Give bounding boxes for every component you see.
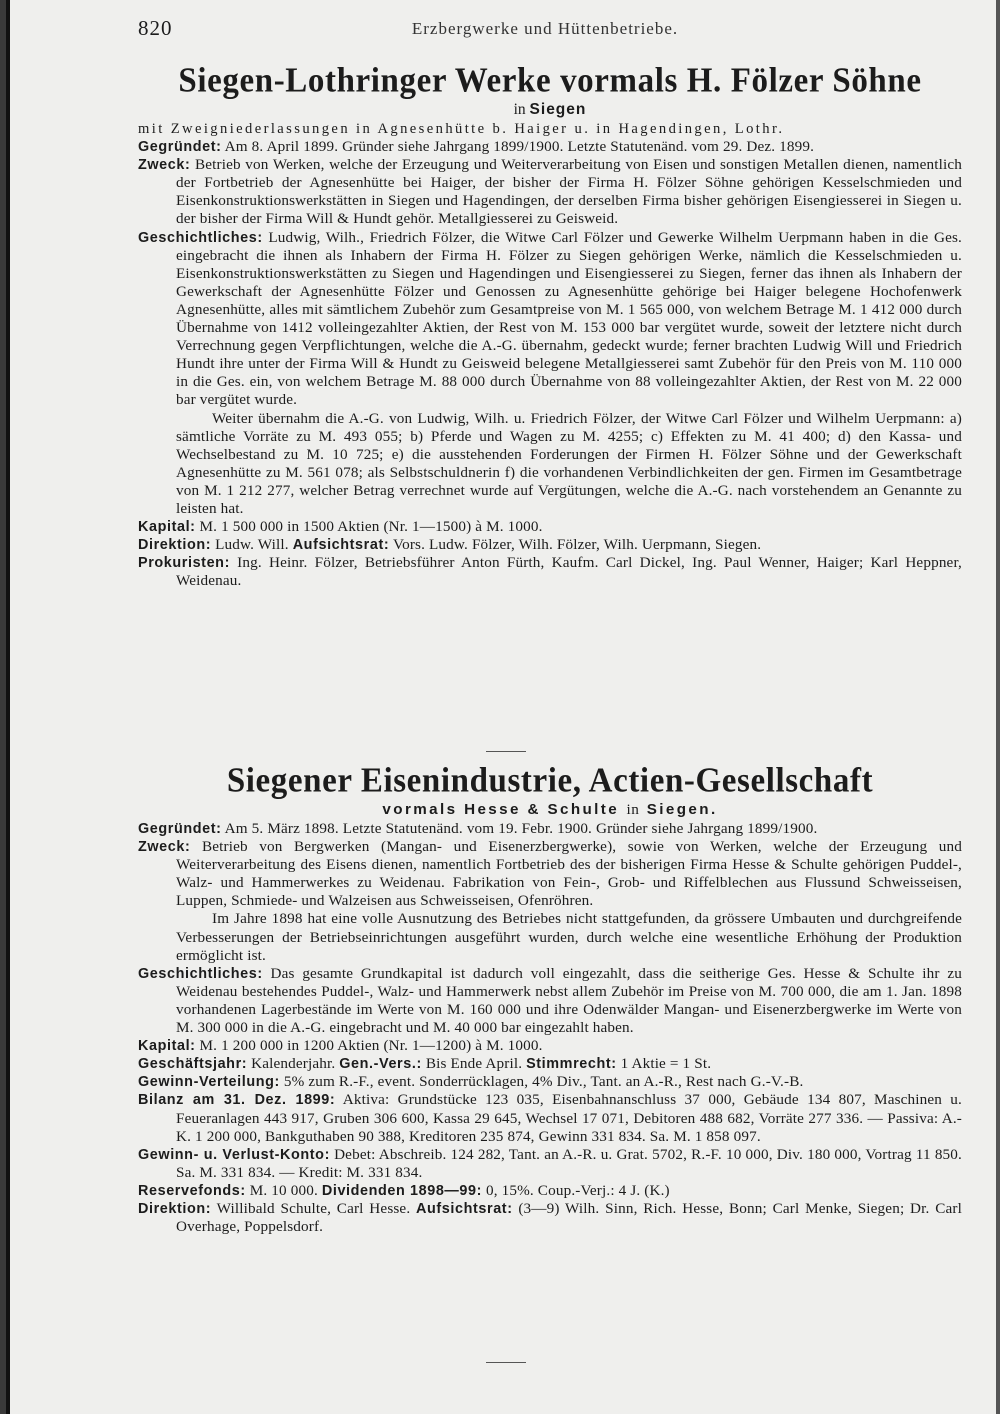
geschichtliches-label: Geschichtliches: xyxy=(138,965,263,982)
company-1-geschichtliches-2: Weiter übernahm die A.-G. von Ludwig, Wilh. u. Friedrich Fölzer, der Witwe Carl Fölzer und Wilhelm Uerpmann: a) sämtliche Vorräte zu M. 493 055; b) Pferde und Wagen zu M. 4255; c) Effekten zu M. 41 400; d) den Kassa- und Wechselbestand zu M. 10 725; e) die ausstehenden Forderungen der Firmen H. Fölzer Söhne und der Gewerkschaft Agnesenhütte zu M. 561 078; als Selbstschuldnerin f) die vorhandenen Verbindlichkeiten der gen. Firmen im Gesamtbetrage von M. 1 212 277, welcher Betrag verrechnet wurde auf Vergütungen, welche die A.-G. nach vorstehendem an Genannte zu leisten hat. xyxy=(176,409,962,517)
gegruendet-label: Gegründet: xyxy=(138,821,222,837)
direktion-label: Direktion: xyxy=(138,1200,212,1217)
company-2-city: Siegen. xyxy=(646,801,718,818)
running-header xyxy=(138,16,952,42)
aufsichtsrat-label: Aufsichtsrat: xyxy=(292,537,390,554)
zweck-text: Betrieb von Werken, welche der Erzeugung und Weiterverarbeitung von Eisen und sonstigen Metallen dienen, namentlich der Fortbetrieb der Agnesenhütte bei Haiger, der bisher der Firma H. Fölzer Söhne gehörigen Kesselschmieden und Eisenkonstruktionswerkstätten in Siegen und Hagendingen, der derselben Firma bisher gehörigen Eisengiesserei in Siegen u. der bisher der Firma Will & Hundt gehör. Metallgiesserei zu Geisweid. xyxy=(176,156,962,228)
geschichtliches-text: Das gesamte Grundkapital ist dadurch voll eingezahlt, dass die seitherige Ges. Hesse & Schulte ihr zu Weidenau bestehendes Puddel-, Walz- und Hammerwerk nebst allem Zubehör im Preise von M. 700 000, die am 1. Jan. 1898 vorhandenen Lagerbestände im Werte von M. 160 000 und ihre Odenwälder Mangan- und Eisenerzbergwerke im Werte von M. 300 000 in die A.-G. eingebracht und M. 40 000 bar eingezahlt haben. xyxy=(176,964,962,1037)
gegruendet-label: Gegründet: xyxy=(138,139,222,156)
company-2-vormals-line xyxy=(138,800,962,820)
kapital-label: Kapital: xyxy=(138,519,196,536)
company-2-geschichtliches xyxy=(138,965,962,1037)
bottom-divider xyxy=(486,1362,526,1363)
company-1-location-prefix: in xyxy=(513,101,526,118)
genvers-text: Bis Ende April. xyxy=(425,1055,523,1073)
geschaeftsjahr-text: Kalenderjahr. xyxy=(251,1055,336,1073)
company-2-guv xyxy=(138,1146,962,1182)
company-1-gegruendet xyxy=(138,138,962,156)
company-2-location-prefix: in xyxy=(626,801,640,818)
company-2-geschaeftsjahr xyxy=(138,1055,962,1073)
company-2-zweck xyxy=(138,838,962,910)
aufsichtsrat-text: Vors. Ludw. Fölzer, Wilh. Fölzer, Wilh. Uerpmann, Siegen. xyxy=(392,536,762,554)
stimmrecht-label: Stimmrecht: xyxy=(526,1056,617,1073)
reservefonds-label: Reservefonds: xyxy=(138,1182,246,1199)
bilanz-label: Bilanz am 31. Dez. 1899: xyxy=(138,1092,336,1109)
company-1-city: Siegen xyxy=(529,101,587,118)
company-1-entry xyxy=(138,62,962,590)
dividenden-text: 0, 15%. Coup.-Verj.: 4 J. (K.) xyxy=(485,1181,670,1199)
geschichtliches-label: Geschichtliches: xyxy=(138,229,263,246)
guv-label: Gewinn- u. Verlust-Konto: xyxy=(138,1146,330,1163)
geschichtliches-text: Ludwig, Wilh., Friedrich Fölzer, die Witwe Carl Fölzer und Gewerke Wilhelm Uerpmann haben in die Ges. eingebracht die ihnen als Inhabern der Firma H. Fölzer zu Siegen gehörigen Werke, nämlich die Kesselschmieden u. Eisenkonstruktionswerkstätten zu Siegen und Hagendingen und Eisengiesserei zu Siegen, ferner das ihnen als Inhabern der Gewerkschaft der Agnesenhütte Fölzer und Genossen zu Agnesenhütte gehörige bei Haiger belegene Hochofenwerk Agnesenhütte, alles mit sämtlichem Zubehör zum Gesamtpreise von M. 1 565 000, von welchem Betrage M. 1 412 000 durch Übernahme von 1412 volleingezahlter Aktien, der Rest von M. 153 000 bar vergütet wurde, soweit der letztere nicht durch Verrechnung gegen Verpflichtungen, welche die A.-G. übernahm, gedeckt wurde; ferner brachten Ludwig Will und Friedrich Hundt ihre unter der Firma Will & Hundt zu Geisweid belegene Metallgiesserei samt Zubehör für den Preis von M. 110 000 in die Ges. ein, von welchem Betrage M. 88 000 durch Übernahme von 88 volleingezahlter Aktien, der Rest von M. 22 000 bar vergütet wurde. xyxy=(176,228,962,409)
reservefonds-text: M. 10 000. xyxy=(249,1181,318,1199)
company-1-kapital xyxy=(138,518,962,536)
company-2-gewinnverteilung xyxy=(138,1073,962,1091)
zweck-text: Betrieb von Bergwerken (Mangan- und Eisenerzbergwerke), sowie von Werken, welche der Erzeugung und Weiterverarbeitung des Eisens dienen, namentlich Fortbetrieb des der bisherigen Firma Hesse & Schulte gehörigen Puddel-, Walz- und Hammerwerkes zu Weidenau. Fabrikation von Fein-, Grob- und Riffelblechen aus Flussund Schweisseisen, Luppen, Schmiede- und Walzeisen aus Schweisseisen, Ofenröhren. xyxy=(176,838,963,910)
company-2-vormals: vormals Hesse & Schulte xyxy=(382,801,620,818)
company-1-zweck xyxy=(138,156,962,228)
prokuristen-text: Ing. Heinr. Fölzer, Betriebsführer Anton Fürth, Kaufm. Carl Dickel, Ing. Paul Wenner, Haiger; Karl Heppner, Weidenau. xyxy=(176,554,962,590)
kapital-text: M. 1 500 000 in 1500 Aktien (Nr. 1—1500) à M. 1000. xyxy=(199,518,543,536)
company-2-gegruendet xyxy=(138,820,962,838)
direktion-text: Willibald Schulte, Carl Hesse. xyxy=(216,1199,411,1217)
running-title: Erzbergwerke und Hüttenbetriebe. xyxy=(411,19,679,38)
dividenden-label: Dividenden 1898—99: xyxy=(321,1182,483,1199)
aufsichtsrat-text: (3—9) Wilh. Sinn, Rich. Hesse, Bonn; Carl Menke, Siegen; Dr. Carl Overhage, Poppelsdorf. xyxy=(176,1199,962,1236)
direktion-text: Ludw. Will. xyxy=(215,536,289,554)
guv-text: Debet: Abschreib. 124 282, Tant. an A.-R. u. Grat. 5702, R.-F. 10 000, Div. 180 000, Vortrag 11 850. Sa. M. 331 834. — Kredit: M. 331 834. xyxy=(176,1145,962,1181)
gewinnverteilung-text: 5% zum R.-F., event. Sonderrücklagen, 4% Div., Tant. an A.-R., Rest nach G.-V.-B. xyxy=(283,1073,804,1091)
page-number: 820 xyxy=(138,16,173,40)
kapital-text: M. 1 200 000 in 1200 Aktien (Nr. 1—1200) à M. 1000. xyxy=(199,1037,543,1055)
company-2-kapital xyxy=(138,1037,962,1055)
company-1-location xyxy=(138,100,962,120)
company-2-reservefonds xyxy=(138,1182,962,1200)
company-2-direktion xyxy=(138,1200,962,1236)
company-1-subtitle: mit Zweigniederlassungen in Agnesenhütte b. Haiger u. in Hagendingen, Lothr. xyxy=(138,121,785,137)
kapital-label: Kapital: xyxy=(138,1038,196,1055)
company-2-bilanz xyxy=(138,1091,962,1145)
section-divider xyxy=(486,751,526,752)
bilanz-text: Aktiva: Grundstücke 123 035, Eisenbahnanschluss 37 000, Gebäude 134 807, Maschinen u. Feueranlagen 443 917, Gruben 306 600, Kassa 29 645, Wechsel 17 071, Debitoren 488 682, Vorräte 277 336. — Passiva: A.-K. 1 200 000, Bankguthaben 90 388, Kreditoren 235 874, Gewinn 331 834. Sa. M. 1 858 097. xyxy=(176,1091,962,1145)
company-1-direktion xyxy=(138,536,962,554)
stimmrecht-text: 1 Aktie = 1 St. xyxy=(620,1055,712,1073)
company-2-entry xyxy=(138,762,962,1236)
company-1-geschichtliches xyxy=(138,229,962,410)
company-1-prokuristen xyxy=(138,554,962,590)
genvers-label: Gen.-Vers.: xyxy=(339,1056,422,1073)
zweck-label: Zweck: xyxy=(138,839,191,856)
zweck-label: Zweck: xyxy=(138,157,191,174)
gewinnverteilung-label: Gewinn-Verteilung: xyxy=(138,1074,280,1091)
geschaeftsjahr-label: Geschäftsjahr: xyxy=(138,1056,248,1073)
company-2-zweck-2: Im Jahre 1898 hat eine volle Ausnutzung des Betriebes nicht stattgefunden, da grössere Umbauten und durchgreifende Verbesserungen der Betriebseinrichtungen ausgeführt wurden, durch welche eine wesentliche Erhöhung der Produktion ermöglicht ist. xyxy=(176,910,962,964)
gegruendet-text: Am 8. April 1899. Gründer siehe Jahrgang 1899/1900. Letzte Statutenänd. vom 29. Dez. 1899. xyxy=(224,138,815,156)
company-1-title: Siegen-Lothringer Werke vormals H. Fölzer Söhne xyxy=(178,62,922,100)
company-2-title: Siegener Eisenindustrie, Actien-Gesellschaft xyxy=(226,762,874,800)
prokuristen-label: Prokuristen: xyxy=(138,555,230,572)
direktion-label: Direktion: xyxy=(138,537,212,554)
scan-edge xyxy=(6,0,10,1414)
aufsichtsrat-label: Aufsichtsrat: xyxy=(416,1200,513,1217)
gegruendet-text: Am 5. März 1898. Letzte Statutenänd. vom 19. Febr. 1900. Gründer siehe Jahrgang 1899/1900. xyxy=(224,820,818,837)
